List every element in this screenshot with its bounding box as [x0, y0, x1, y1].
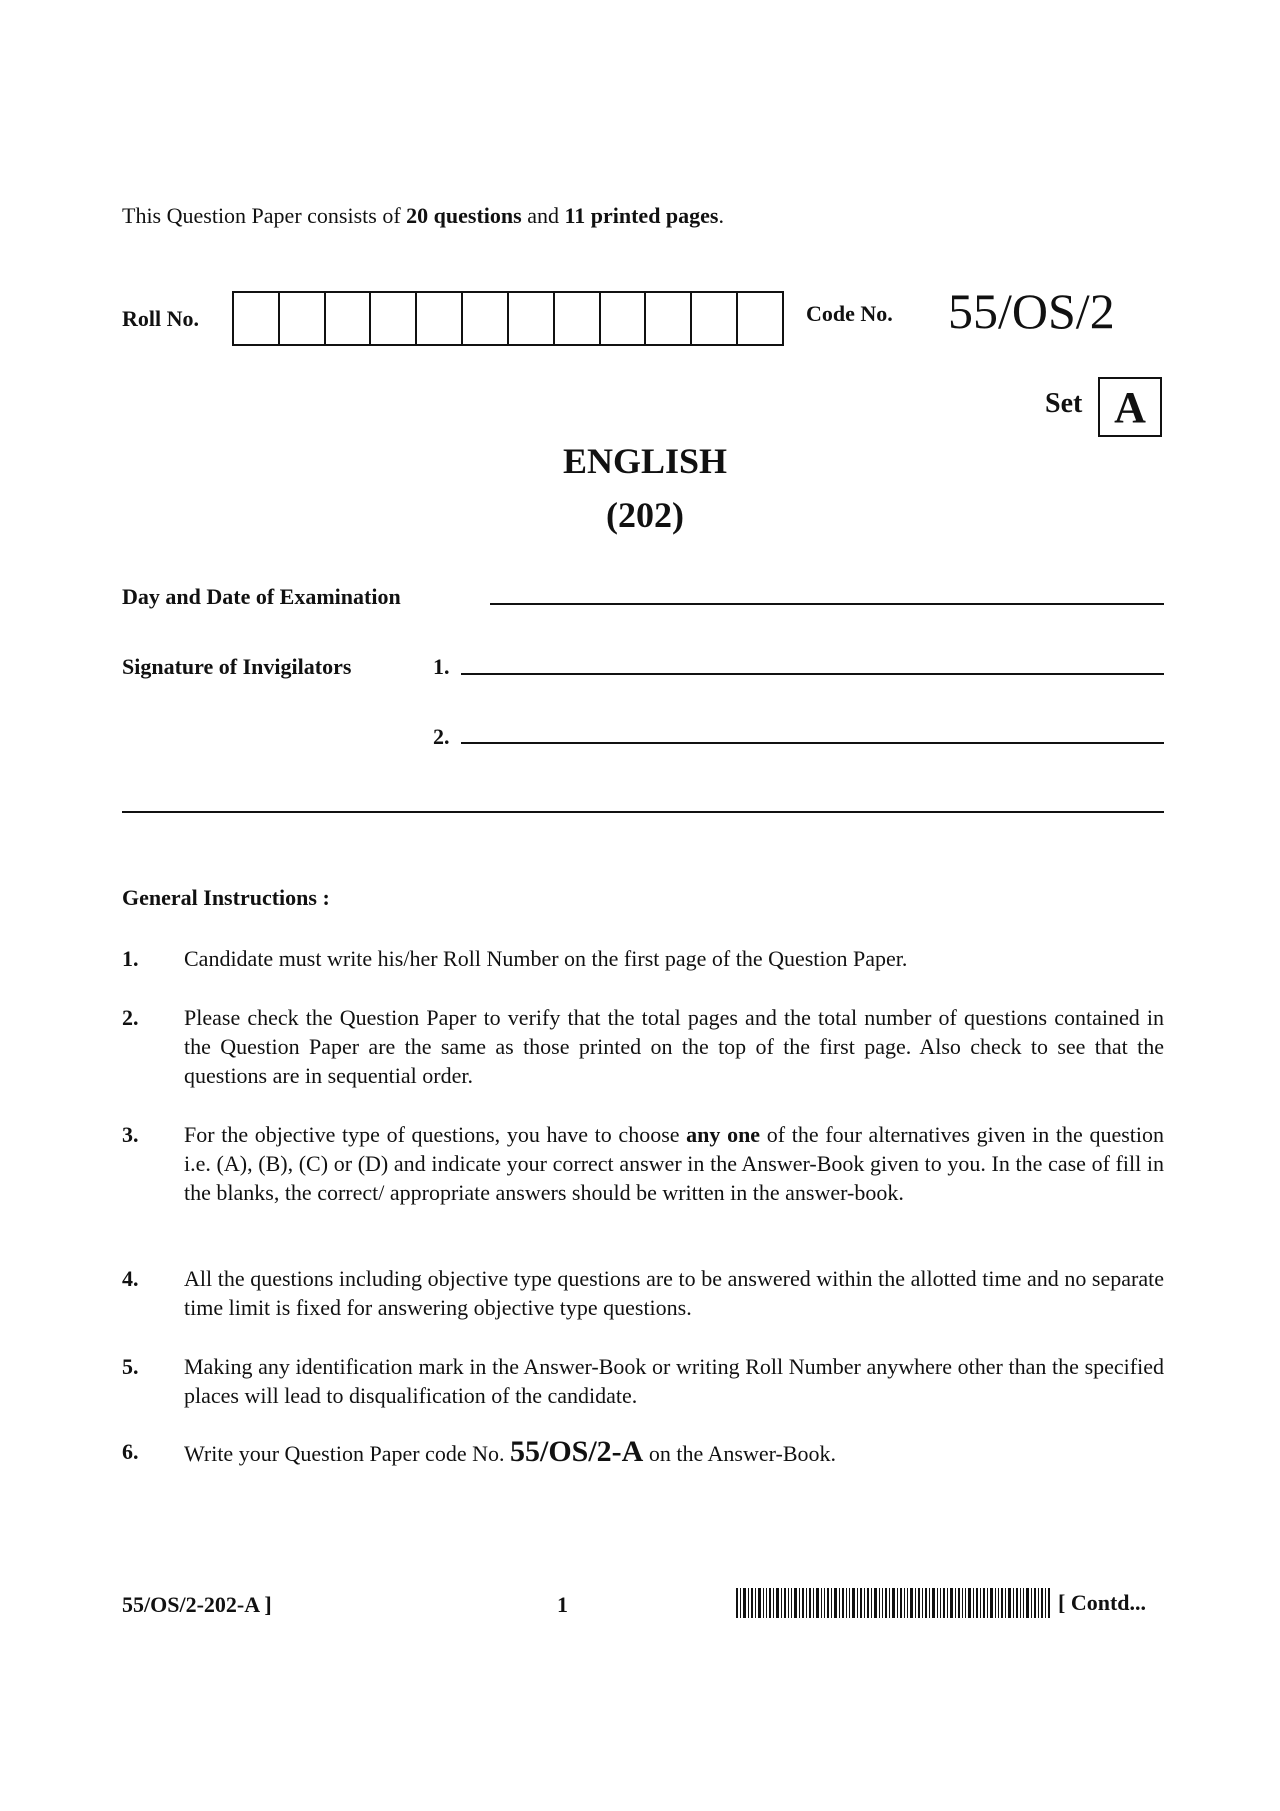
- instruction-number: 2.: [122, 1005, 139, 1030]
- invigilator-2-signature-line[interactable]: [461, 742, 1164, 744]
- instruction-text-part: For the objective type of questions, you have to choose: [184, 1122, 687, 1147]
- footer-contd: [ Contd...: [1058, 1590, 1147, 1615]
- instruction-number: 1.: [122, 946, 139, 971]
- roll-number-box[interactable]: [371, 293, 417, 344]
- instruction-number: 3.: [122, 1122, 139, 1147]
- roll-number-box[interactable]: [601, 293, 647, 344]
- roll-number-box[interactable]: [692, 293, 738, 344]
- signature-label: Signature of Invigilators: [122, 654, 352, 679]
- instruction-text: [184, 1120, 1164, 1207]
- roll-number-box[interactable]: [417, 293, 463, 344]
- subject-title: ENGLISH: [562, 441, 728, 481]
- instruction-text: Candidate must write his/her Roll Number on the first page of the Question Paper.: [184, 946, 908, 971]
- instruction-emphasis: any one: [686, 1122, 761, 1147]
- code-number-value: 55/OS/2: [948, 283, 1115, 339]
- instruction-text: [184, 1437, 1164, 1468]
- roll-number-box[interactable]: [234, 293, 280, 344]
- paper-summary: [122, 203, 724, 229]
- instruction-text: Making any identification mark in the Answer-Book or writing Roll Number anywhere other than the specified places will lead to disqualification of the candidate.: [184, 1354, 1164, 1408]
- subject-code: (202): [606, 495, 684, 535]
- instruction-number: 4.: [122, 1266, 139, 1291]
- invigilator-2-number: 2.: [433, 724, 450, 749]
- roll-number-box[interactable]: [555, 293, 601, 344]
- instruction-item: [122, 1120, 1164, 1207]
- summary-text: .: [718, 203, 724, 228]
- invigilator-1-signature-line[interactable]: [461, 673, 1164, 675]
- set-value: A: [1098, 377, 1162, 437]
- instruction-text-part: on the Answer-Book.: [643, 1441, 836, 1466]
- instruction-number: 6.: [122, 1439, 139, 1464]
- instruction-text: Please check the Question Paper to verify that the total pages and the total number of questions contained in the Question Paper are the same as those printed on the top of the first page. Also check to see that the questions are in sequential order.: [184, 1005, 1164, 1088]
- roll-number-label: Roll No.: [122, 306, 199, 331]
- roll-number-box[interactable]: [646, 293, 692, 344]
- set-label: Set: [1045, 388, 1083, 419]
- footer-page-number: 1: [557, 1592, 568, 1617]
- instruction-item: [122, 1264, 1164, 1322]
- instruction-number: 5.: [122, 1354, 139, 1379]
- footer-paper-code: 55/OS/2-202-A ]: [122, 1592, 272, 1617]
- roll-number-box[interactable]: [280, 293, 326, 344]
- roll-number-box[interactable]: [509, 293, 555, 344]
- instruction-text-part: Write your Question Paper code No.: [184, 1441, 510, 1466]
- exam-date-line[interactable]: [490, 603, 1164, 605]
- invigilator-1-number: 1.: [433, 654, 450, 679]
- instruction-item: [122, 1437, 1164, 1468]
- roll-number-box[interactable]: [326, 293, 372, 344]
- question-count: 20 questions: [406, 203, 522, 228]
- instruction-item: [122, 1352, 1164, 1410]
- roll-number-boxes: [232, 291, 784, 346]
- instruction-text-part: of the four alternatives given in the question i.e. (A), (B), (C) or (D) and indicate your correct answer in the Answer-Book given to you. In the case of fill in the blanks, the correct/ appropriate answers should be written in the answer-book.: [184, 1122, 1164, 1205]
- summary-text: and: [521, 203, 565, 228]
- barcode-icon: [736, 1588, 1050, 1618]
- instruction-text: All the questions including objective type questions are to be answered within the allotted time and no separate time limit is fixed for answering objective type questions.: [184, 1266, 1164, 1320]
- exam-date-label: Day and Date of Examination: [122, 584, 401, 609]
- answer-book-code: 55/OS/2-A: [509, 1435, 644, 1468]
- instruction-item: [122, 944, 1164, 973]
- summary-text: This Question Paper consists of: [122, 203, 407, 228]
- roll-number-box[interactable]: [463, 293, 509, 344]
- instructions-heading: General Instructions :: [122, 885, 330, 910]
- section-divider: [122, 811, 1164, 813]
- code-number-label: Code No.: [806, 301, 893, 326]
- roll-number-box[interactable]: [738, 293, 782, 344]
- page-count: 11 printed pages: [564, 203, 719, 228]
- instruction-item: [122, 1003, 1164, 1090]
